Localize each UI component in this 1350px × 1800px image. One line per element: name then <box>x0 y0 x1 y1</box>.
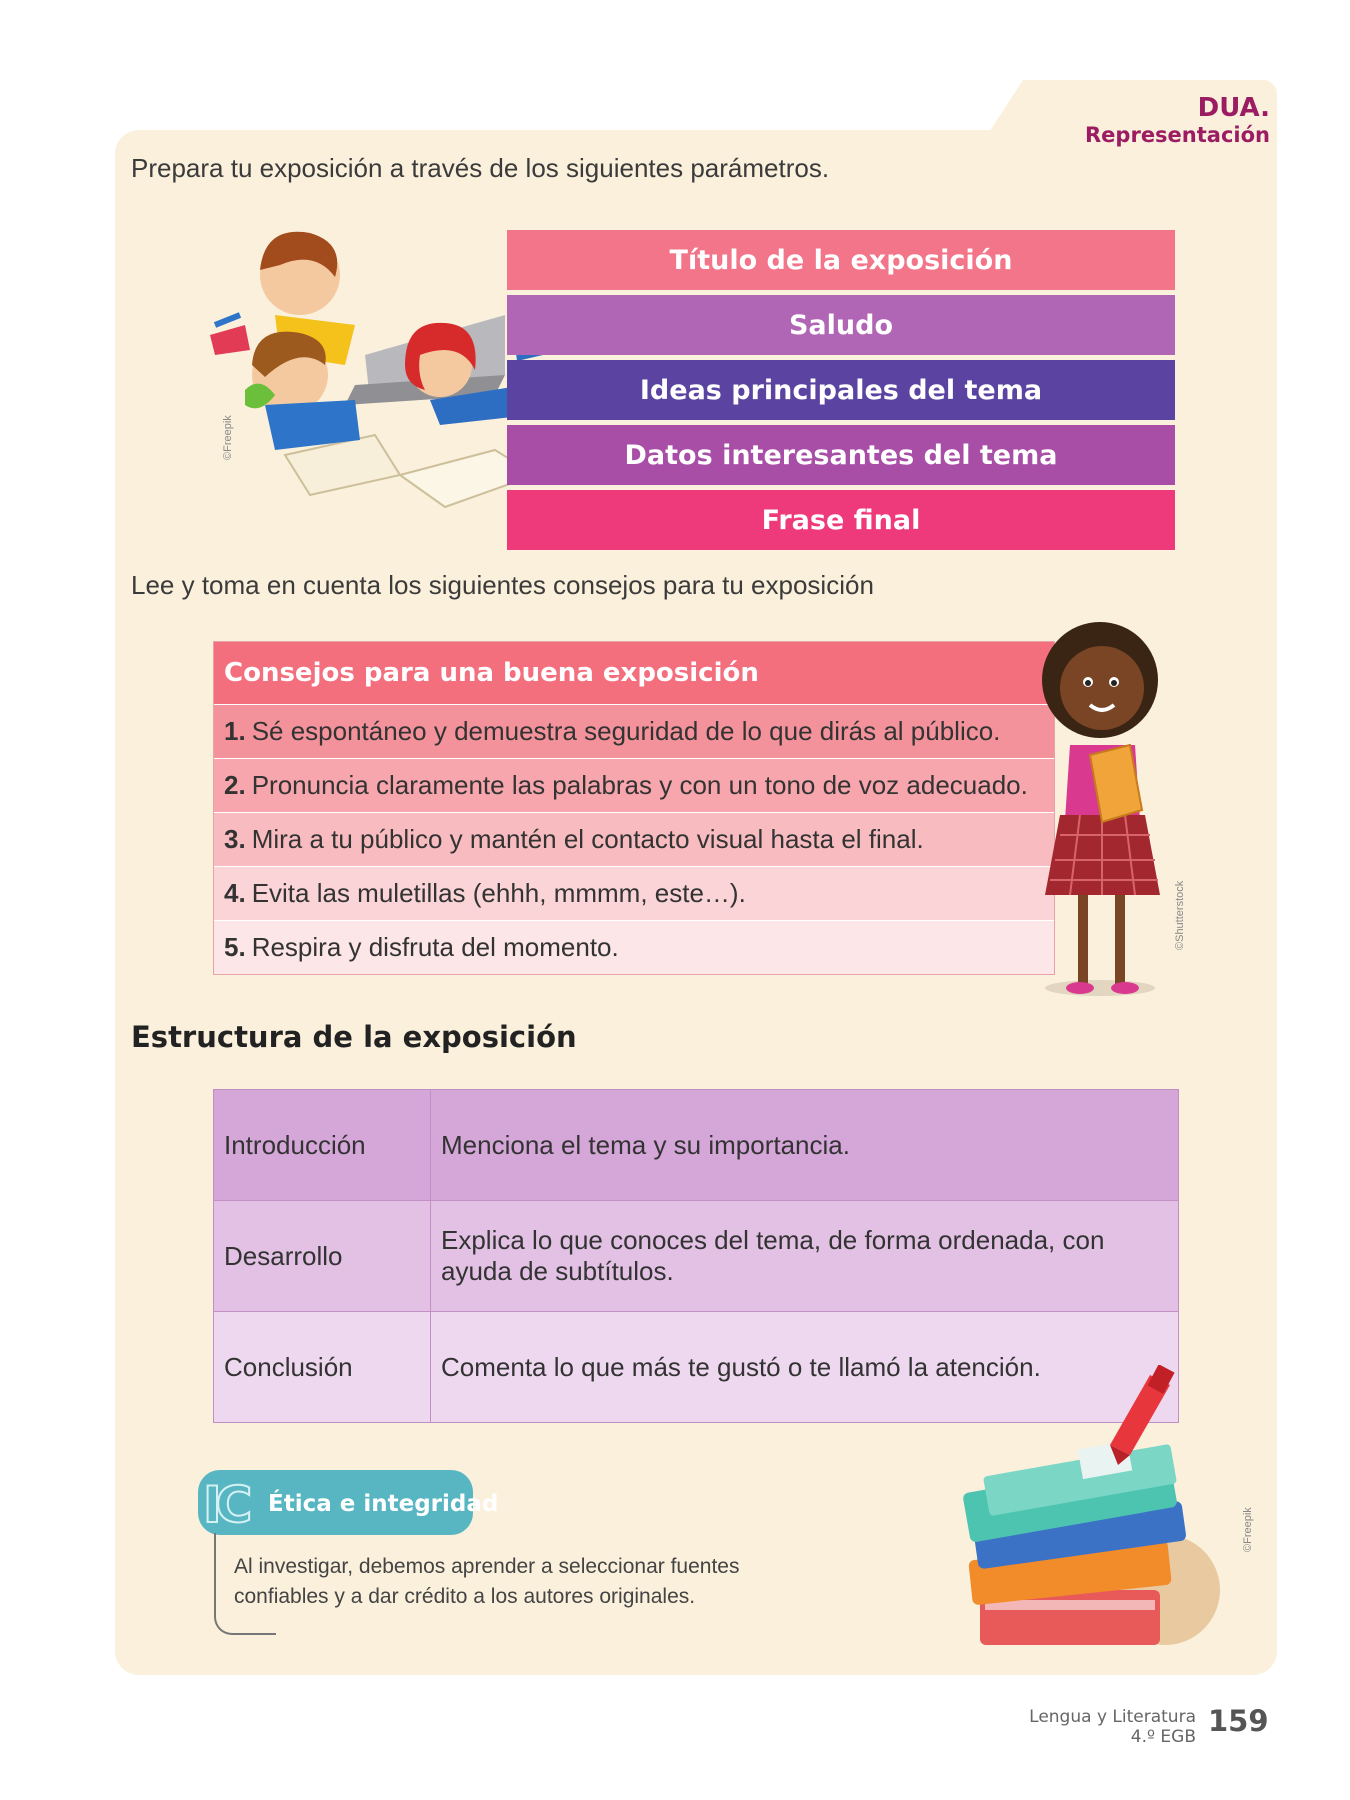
consejo-text: Sé espontáneo y demuestra seguridad de lo que dirás al público. <box>251 716 1001 746</box>
parameter-bar: Datos interesantes del tema <box>507 425 1175 485</box>
estructura-text: Explica lo que conoces del tema, de forma ordenada, con ayuda de subtítulos. <box>431 1201 1179 1312</box>
ic-logo: IC <box>203 1476 247 1534</box>
consejos-title: Consejos para una buena exposición <box>214 642 1054 704</box>
estructura-text: Menciona el tema y su importancia. <box>431 1090 1179 1201</box>
estructura-label: Conclusión <box>214 1312 431 1423</box>
consejo-item <box>214 866 1054 920</box>
consejos-table <box>213 641 1055 975</box>
consejo-text: Pronuncia claramente las palabras y con un tono de voz adecuado. <box>251 770 1028 800</box>
estructura-title: Estructura de la exposición <box>131 1020 577 1054</box>
dua-rest: Representación <box>1085 123 1270 147</box>
ic-title: Ética e integridad <box>268 1491 499 1517</box>
consejo-text: Respira y disfruta del momento. <box>251 932 619 962</box>
intro-prepare-text: Prepara tu exposición a través de los siguientes parámetros. <box>131 153 830 183</box>
parameter-bar: Ideas principales del tema <box>507 360 1175 420</box>
estructura-text: Comenta lo que más te gustó o te llamó la atención. <box>431 1312 1179 1423</box>
consejo-text: Mira a tu público y mantén el contacto visual hasta el final. <box>251 824 924 854</box>
ic-text: Al investigar, debemos aprender a seleccionar fuentes confiables y a dar crédito a los autores originales. <box>234 1555 740 1608</box>
consejo-item <box>214 920 1054 974</box>
dua-label <box>1020 93 1270 147</box>
parameter-bar: Título de la exposición <box>507 230 1175 290</box>
consejo-number: 4. <box>224 878 246 908</box>
consejo-item <box>214 812 1054 866</box>
credit-shutterstock: ©Shutterstock <box>1174 880 1186 950</box>
girl-with-book-illustration <box>1030 610 1160 1000</box>
estructura-label: Desarrollo <box>214 1201 431 1312</box>
consejo-number: 5. <box>224 932 246 962</box>
footer-subject-block <box>960 1707 1196 1747</box>
notebooks-marker-illustration <box>940 1365 1230 1655</box>
estructura-label: Introducción <box>214 1090 431 1201</box>
credit-freepik-1: ©Freepik <box>222 415 234 460</box>
parameter-stack <box>507 230 1175 555</box>
consejo-item <box>214 704 1054 758</box>
parameter-bar: Frase final <box>507 490 1175 550</box>
footer-grade: 4.º EGB <box>1130 1727 1196 1747</box>
consejo-number: 1. <box>224 716 246 746</box>
consejo-text: Evita las muletillas (ehhh, mmmm, este…). <box>251 878 746 908</box>
children-reading-illustration <box>205 225 545 515</box>
page-number: 159 <box>1208 1704 1269 1738</box>
footer-subject: Lengua y Literatura <box>1029 1707 1196 1727</box>
credit-freepik-2: ©Freepik <box>1242 1507 1254 1552</box>
dua-strong: DUA. <box>1197 93 1270 123</box>
table-row <box>214 1090 1179 1201</box>
consejo-number: 3. <box>224 824 246 854</box>
parameter-bar: Saludo <box>507 295 1175 355</box>
consejo-item <box>214 758 1054 812</box>
table-row <box>214 1201 1179 1312</box>
intro-read-text: Lee y toma en cuenta los siguientes consejos para tu exposición <box>131 570 874 600</box>
consejo-number: 2. <box>224 770 246 800</box>
